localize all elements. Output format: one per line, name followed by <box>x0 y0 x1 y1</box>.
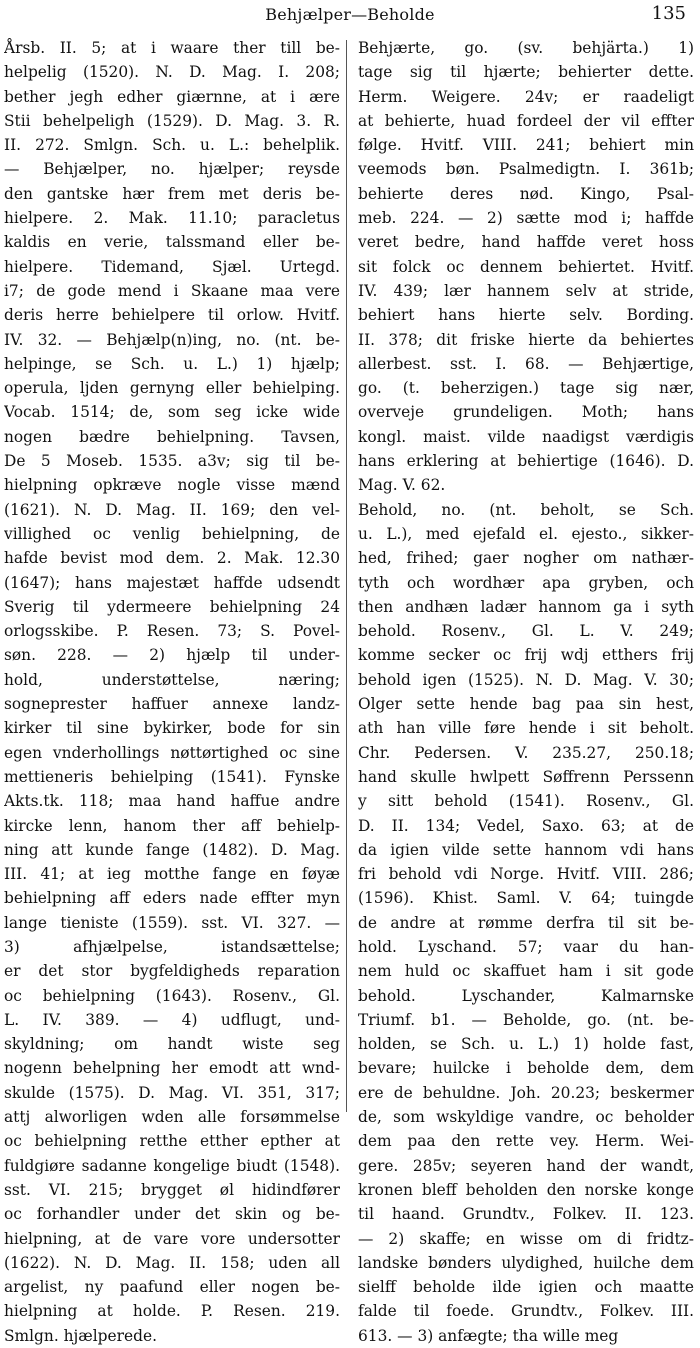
text-line: hielpning opkræve nogle visse mænd <box>4 476 340 495</box>
text-line: fuldgiøre sadanne kongelige biudt (1548). <box>4 1156 340 1175</box>
text-line: hielpning at holde. P. Resen. 219. <box>4 1302 340 1321</box>
text-line: Smlgn. hjælperede. <box>4 1326 157 1345</box>
text-line: til haand. Grundtv., Folkev. II. 123. <box>358 1205 694 1224</box>
text-line: Årsb. II. 5; at i waare ther till be- <box>4 39 340 57</box>
text-line: IV. 439; lær hannem selv at stride, <box>358 281 694 300</box>
text-line: (1622). N. D. Mag. II. 158; uden all <box>4 1253 340 1272</box>
text-line: behierte deres nød. Kingo, Psal- <box>358 184 694 203</box>
text-line: ath han ville føre hende i sit beholt. <box>358 719 694 738</box>
text-line: meb. 224. — 2) sætte mod i; haffde <box>358 209 694 228</box>
text-line: orlogsskibe. P. Resen. 73; S. Povel- <box>4 622 340 641</box>
text-line: attj alworligen wden alle forsømmelse <box>4 1108 340 1127</box>
text-line: nogenn behelpning her emodt att wnd- <box>4 1059 340 1078</box>
text-line: Chr. Pedersen. V. 235.27, 250.18; <box>358 743 694 762</box>
text-line: bevare; huilcke i beholde dem, dem <box>358 1059 694 1078</box>
text-line: hand skulle hwlpett Søffrenn Perssenn <box>358 767 694 786</box>
text-line: go. (t. beherzigen.) tage sig nær, <box>358 379 694 398</box>
page-number: 135 <box>651 3 686 24</box>
text-line: u. L.), med ejefald el. ejesto., sikker- <box>358 524 694 543</box>
text-line: behold igen (1525). N. D. Mag. V. 30; <box>358 670 694 689</box>
text-line: overveje grundeligen. Moth; hans <box>358 403 694 422</box>
text-line: argelist, ny paafund eller nogen be- <box>4 1278 340 1297</box>
text-line: fri behold vdi Norge. Hvitf. VIII. 286; <box>358 865 694 884</box>
text-line: allerbest. sst. I. 68. — Behjærtige, <box>358 354 694 373</box>
text-line: — 2) skaffe; en wisse om di fridtz- <box>358 1229 694 1248</box>
text-line: De 5 Moseb. 1535. a3v; sig til be- <box>4 452 340 471</box>
text-line: Olger sette hende bag paa sin hest, <box>358 695 694 714</box>
text-line: hed, frihed; gaer nogher om nathær- <box>358 549 694 568</box>
text-line: behiert hans hierte selv. Bording. <box>358 306 694 325</box>
text-line: sielff beholde ilde igien och maatte <box>358 1278 694 1297</box>
text-line: IV. 32. — Behjælp(n)ing, no. (nt. be- <box>4 330 340 349</box>
text-line: hold. Lyschand. 57; vaar du han- <box>358 937 694 956</box>
text-line: Herm. Weigere. 24v; er raadeligt <box>358 87 694 106</box>
text-line: holden, se Sch. u. L.) 1) holde fast, <box>358 1035 694 1054</box>
text-line: falde til foede. Grundtv., Folkev. III. <box>358 1302 694 1321</box>
text-line: (1596). Khist. Saml. V. 64; tuingde <box>358 889 694 908</box>
text-line: 613. — 3) anfægte; tha wille meg <box>358 1326 619 1345</box>
text-line: (1647); hans majestæt haffde udsendt <box>4 573 340 592</box>
text-line: lange tieniste (1559). sst. VI. 327. — <box>4 913 340 932</box>
text-line: tyth och wordhær apa gryben, och <box>358 573 694 592</box>
text-line: deris herre behielpere til orlow. Hvitf. <box>4 306 340 325</box>
text-line: dem paa den rette vey. Herm. Wei- <box>358 1132 694 1151</box>
text-line: sit folck oc dennem behiertet. Hvitf. <box>358 257 694 276</box>
text-line: sogneprester haffuer annexe landz- <box>4 695 340 714</box>
text-line: da igien vilde sette hannom vdi hans <box>358 840 694 859</box>
text-line: nem huld oc skaffuet ham i sit gode <box>358 962 694 981</box>
text-line: veemods bøn. Psalmedigtn. I. 361b; <box>358 160 694 179</box>
text-line: skyldning; om handt wiste seg <box>4 1035 340 1054</box>
text-line: Triumf. b1. — Beholde, go. (nt. be- <box>358 1010 694 1029</box>
text-line: skulde (1575). D. Mag. VI. 351, 317; <box>4 1083 340 1102</box>
text-line: Stii behelpeligh (1529). D. Mag. 3. R. <box>4 111 340 130</box>
text-line: kirker til sine bykirker, bode for sin <box>4 719 340 738</box>
text-line: Behold, no. (nt. beholt, se Sch. <box>358 500 694 519</box>
text-line: Sverig til ydermeere behielpning 24 <box>4 597 340 616</box>
text-line: villighed oc venlig behielpning, de <box>4 524 340 543</box>
text-line: hielpning, at de vare vore undersotter <box>4 1229 340 1248</box>
text-line: egen vnderhollings nøttørtighed oc sine <box>4 743 340 762</box>
text-line: i7; de gode mend i Skaane maa vere <box>4 281 340 300</box>
text-line: Akts.tk. 118; maa hand haffue andre <box>4 792 340 811</box>
text-line: operula, ljden gernyng eller behielping. <box>4 379 340 398</box>
text-line: følge. Hvitf. VIII. 241; behiert min <box>358 136 694 155</box>
text-line: de, som wskyldige vandre, oc beholder <box>358 1108 694 1127</box>
text-line: kaldis en verie, talssmand eller be- <box>4 233 340 252</box>
right-column <box>358 36 694 1348</box>
text-line: at behierte, huad fordeel der vil effter <box>358 111 694 130</box>
text-line: then andhæn ladær hannom ga i syth <box>358 597 694 616</box>
text-line: y sitt behold (1541). Rosenv., Gl. <box>358 792 694 811</box>
text-line: sst. VI. 215; brygget øl hidindfører <box>4 1180 340 1199</box>
text-line: Mag. V. 62. <box>358 476 446 495</box>
text-line: søn. 228. — 2) hjælp til under- <box>4 646 340 665</box>
column-divider <box>346 40 347 1112</box>
text-line: helpelig (1520). N. D. Mag. I. 208; <box>4 63 340 82</box>
text-line: hielpere. 2. Mak. 11.10; paracletus <box>4 209 340 228</box>
text-line: oc behielpning retthe etther epther at <box>4 1132 340 1151</box>
text-line: kronen bleff beholden den norske konge <box>358 1180 694 1199</box>
text-line: D. II. 134; Vedel, Saxo. 63; at de <box>358 816 694 835</box>
text-line: (1621). N. D. Mag. II. 169; den vel- <box>4 500 340 519</box>
text-line: helpinge, se Sch. u. L.) 1) hjælp; <box>4 354 340 373</box>
text-line: kircke lenn, hanom ther aff behielp- <box>4 816 340 835</box>
text-line: veret bedre, hand haffde veret hoss <box>358 233 694 252</box>
left-column <box>4 36 340 1348</box>
text-line: kongl. maist. vilde naadigst værdigis <box>358 427 694 446</box>
text-line: Vocab. 1514; de, som seg icke wide <box>4 403 340 422</box>
text-line: gere. 285v; seyeren hand der wandt, <box>358 1156 694 1175</box>
text-line: ning att kunde fange (1482). D. Mag. <box>4 840 340 859</box>
text-line: Behjærte, go. (sv. behjärta.) 1) <box>358 39 694 57</box>
text-line: III. 41; at ieg motthe fange en føyæ <box>4 865 340 884</box>
text-line: behielpning aff eders nade effter myn <box>4 889 340 908</box>
text-line: L. IV. 389. — 4) udflugt, und- <box>4 1010 340 1029</box>
text-line: II. 378; dit friske hierte da behiertes <box>358 330 694 349</box>
text-line: oc behielpning (1643). Rosenv., Gl. <box>4 986 340 1005</box>
text-line: ere de behuldne. Joh. 20.23; beskermer <box>358 1083 694 1102</box>
text-line: hold, understøttelse, næring; <box>4 670 340 689</box>
text-line: 3) afhjælpelse, istandsættelse; <box>4 937 340 956</box>
text-line: behold. Rosenv., Gl. L. V. 249; <box>358 622 694 641</box>
text-line: hans erklering at behiertige (1646). D. <box>358 452 694 471</box>
page-header <box>0 0 700 30</box>
text-line: mettieneris behielping (1541). Fynske <box>4 767 340 786</box>
text-line: de andre at rømme derfra til sit be- <box>358 913 694 932</box>
text-line: tage sig til hjærte; behierter dette. <box>358 63 694 82</box>
text-line: oc forhandler under det skin og be- <box>4 1205 340 1224</box>
text-line: II. 272. Smlgn. Sch. u. L.: behelplik. <box>4 136 340 155</box>
text-line: landske bønders ulydighed, huilche dem <box>358 1253 694 1272</box>
running-title: Behjælper—Beholde <box>265 5 435 24</box>
text-line: hielpere. Tidemand, Sjæl. Urtegd. <box>4 257 340 276</box>
text-line: nogen bædre behielpning. Tavsen, <box>4 427 340 446</box>
text-line: den gantske hær frem met deris be- <box>4 184 340 203</box>
text-line: komme secker oc frij wdj etthers frij <box>358 646 694 665</box>
text-line: er det stor bygfeldigheds reparation <box>4 962 340 981</box>
text-line: — Behjælper, no. hjælper; reysde <box>4 160 340 179</box>
text-line: behold. Lyschander, Kalmarnske <box>358 986 694 1005</box>
text-line: hafde bevist mod dem. 2. Mak. 12.30 <box>4 549 340 568</box>
text-line: bether jegh edher giærnne, at i ære <box>4 87 340 106</box>
